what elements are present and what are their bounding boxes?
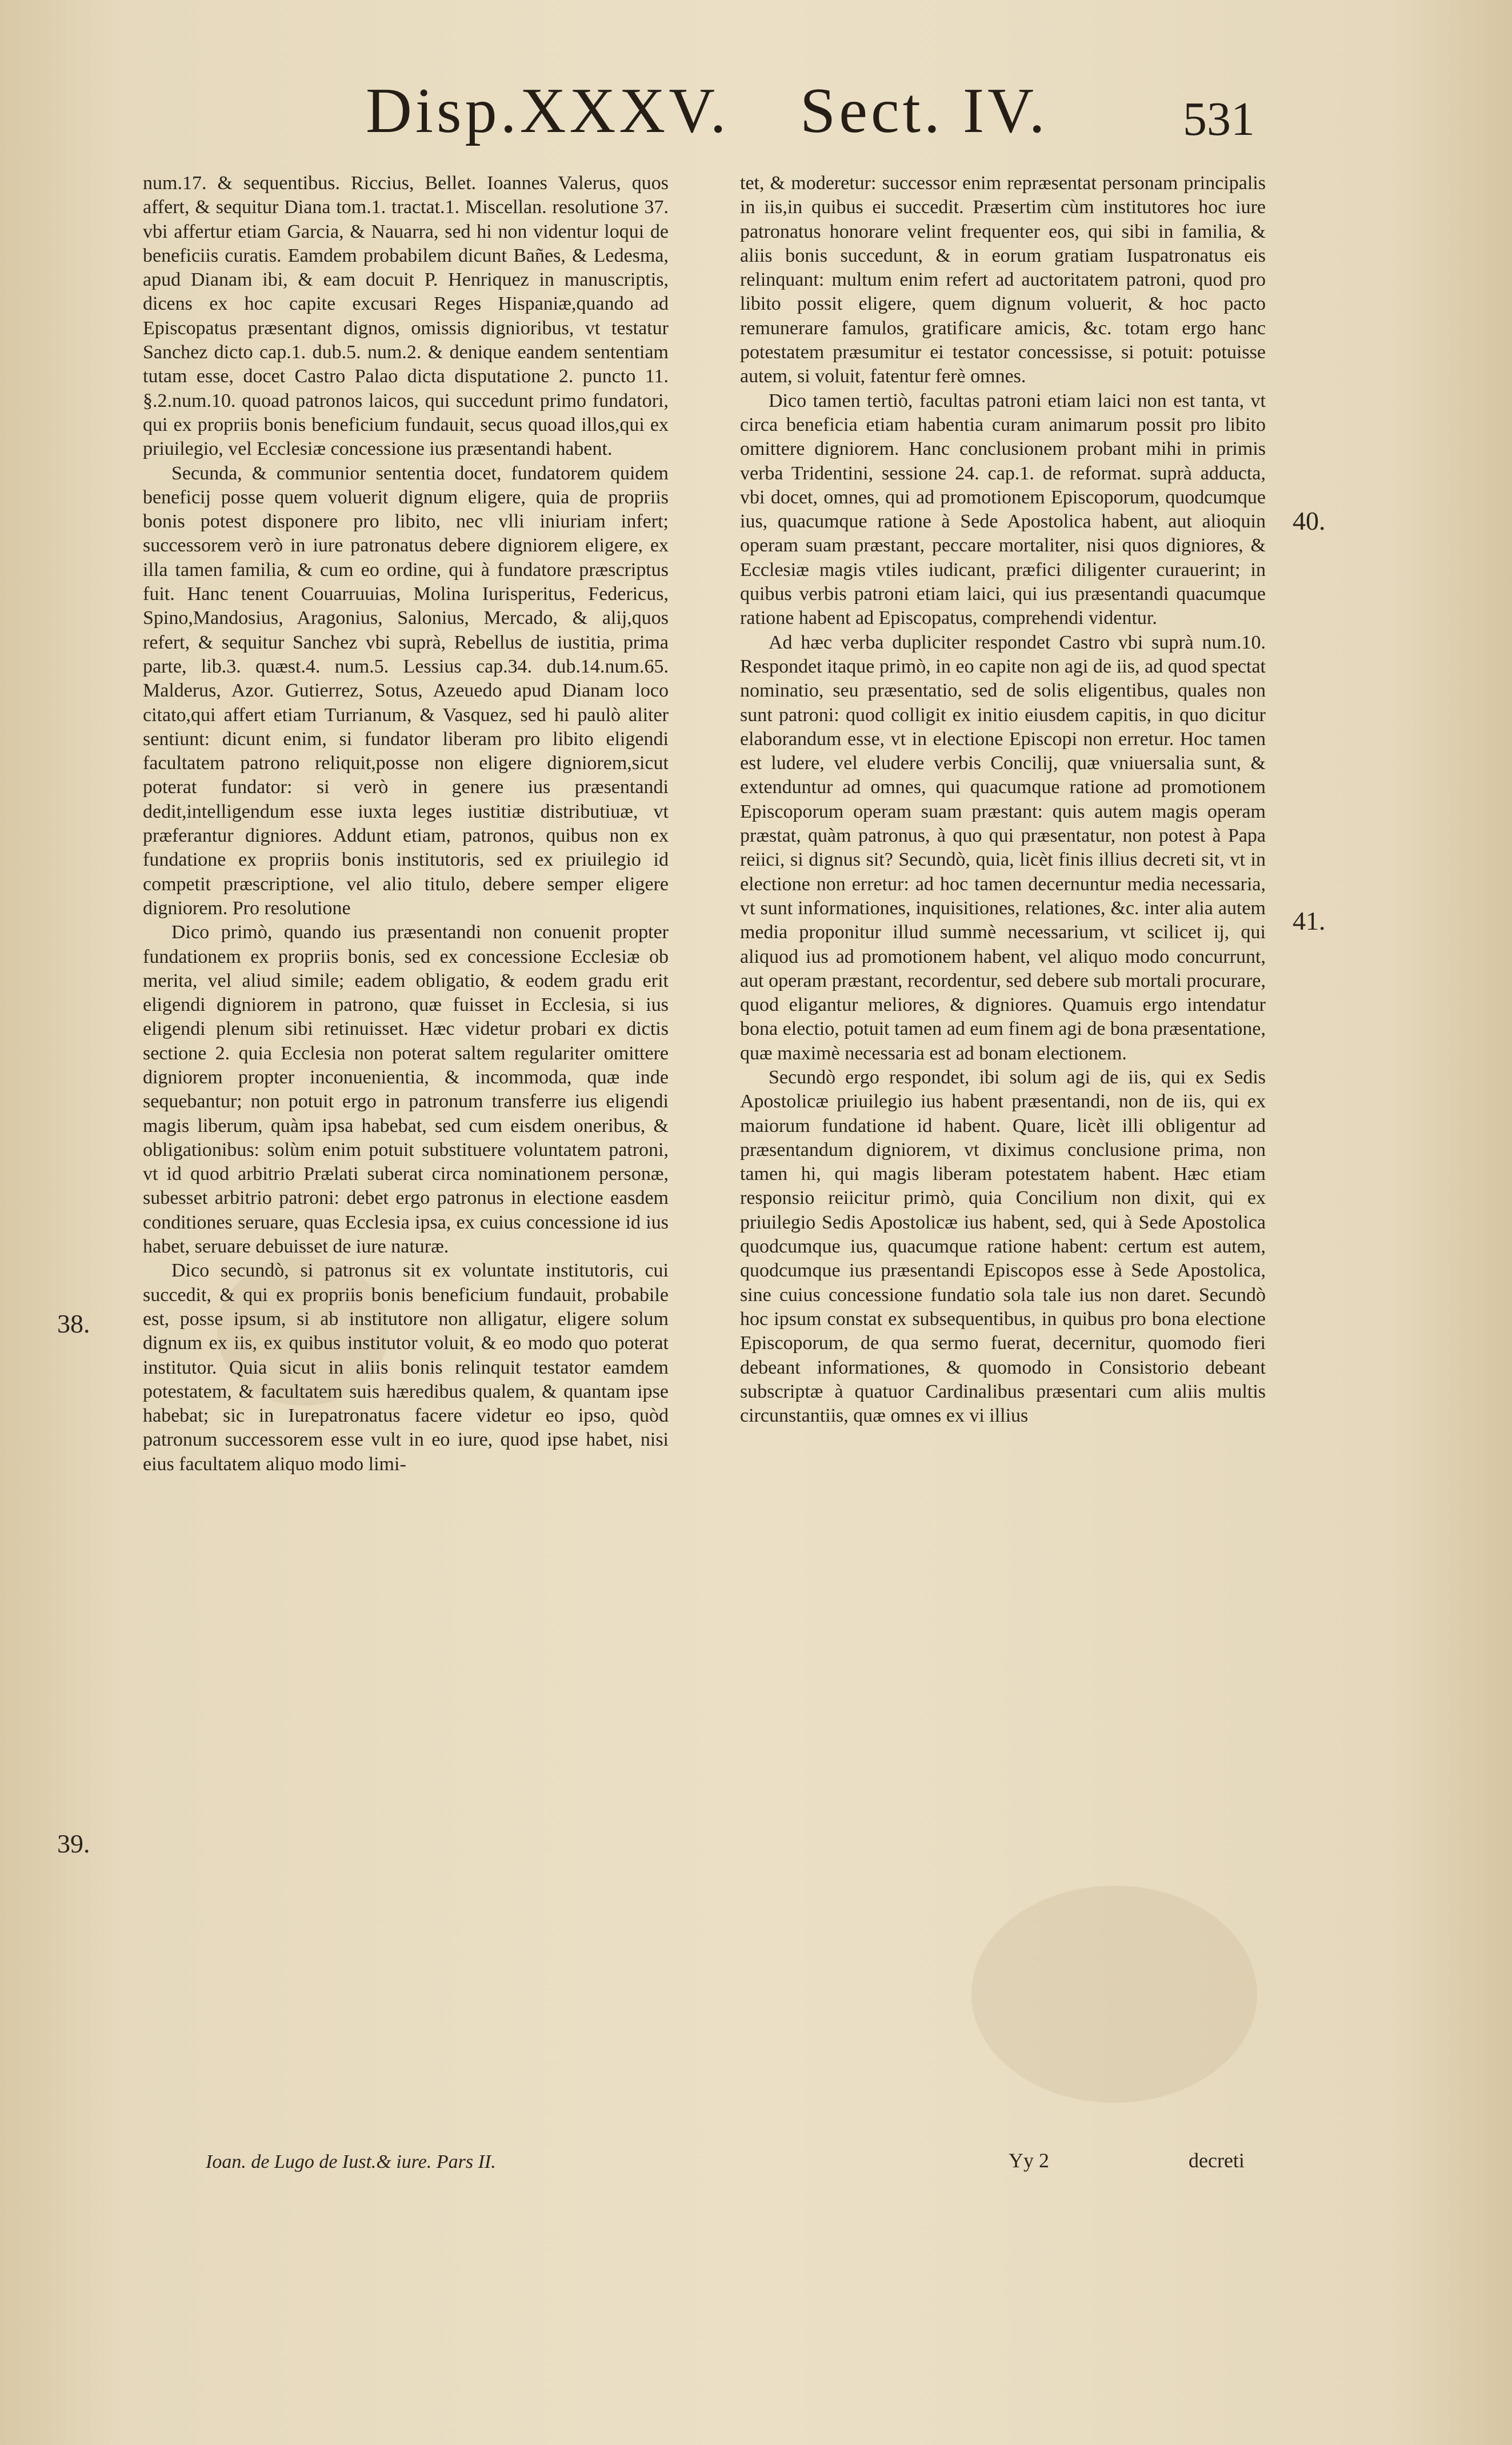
running-footer-title: Ioan. de Lugo de Iust.& iure. Pars II.: [206, 2151, 496, 2172]
margin-number-40: 40.: [1293, 506, 1326, 535]
margin-number-39: 39.: [57, 1829, 90, 1858]
catchword: decreti: [1189, 2149, 1245, 2172]
margin-number-41: 41.: [1293, 906, 1326, 935]
paragraph: tet, & moderetur: successor enim repræsentat personam principalis in iis,in quibus ei succedit. Præsertim cùm institutores hoc iure patronatus honorare velint frequenter eos, qui sibi in familia, & aliis bonis succedunt, & in eorum gratiam Iuspatronatus eis relinquant: multum enim refert ad auctoritatem patroni, quod pro libito possit eligere, quem dignum voluerit, & hoc pacto remunerare famulos, gratificare amicis, &c. totam ergo hanc potestatem præsumitur ei testator concessisse, si potuit: potuisse autem, si voluit, fatentur ferè omnes.: [740, 173, 1266, 387]
running-header: [0, 69, 1512, 154]
signature-mark: Yy 2: [1009, 2149, 1049, 2172]
section-title: Sect. IV.: [800, 75, 1049, 146]
paragraph: Secundò ergo respondet, ibi solum agi de iis, qui ex Sedis Apostolicæ priuilegio ius habent præsentandi, non de iis, qui ex maiorum fundatione id habent. Quare, licèt illi obligentur ad præsentandum digniorem, vt diximus conclusione prima, non tamen hi, qui magis liberam potestatem habent. Hæc etiam responsio reiicitur primò, quia Concilium non dixit, qui ex priuilegio Sedis Apostolicæ ius habent, sed, qui à Sede Apostolica quodcumque ius, quacumque ratione habent: certum est autem, quodcumque ius præsentandi Episcopos esse à Sede Apostolica, sine cuius concessione fundatio sola tale ius non daret. Secundò hoc ipsum constat ex subsequentibus, in quibus pro bona electione Episcoporum, de qua sermo fuerat, decernitur, quomodo fieri debeant informationes, & quomodo in Consistorio debeant subscriptæ à quatuor Cardinalibus præsentari cum aliis multis circunstantiis, quæ omnes ex vi illius: [740, 1066, 1266, 1427]
paragraph: Ad hæc verba dupliciter respondet Castro vbi suprà num.10. Respondet itaque primò, in eo capite non agi de iis, ad quod spectat nominatio, seu præsentatio, sed de solis eligentibus, quales non sunt patroni: quod colligit ex initio eiusdem capitis, in quo dicitur elaborandum esse, vt in electione Episcopi non erretur. Hoc tamen est ludere, vel eludere verbis Concilij, quæ vniuersalia sunt, & extenduntur ad omnes, qui quacumque ratione ad promotionem Episcoporum operam suam præstant: quis autem magis operam præstat, quàm patronus, à quo qui præsentatur, non potest à Papa reiici, si dignus sit? Secundò, quia, licèt finis illius decreti sit, vt in electione non erretur: ad hoc tamen decernuntur media necessaria, vt sunt informationes, inquisitiones, relationes, &c. inter alia autem media proponitur illud summè necessarium, vt scilicet ij, qui aliquod ius ad promotionem habent, vel aliquo modo concurrunt, aut operam præstant, recordentur, sed debere sub mortali procurare, quod eligantur meliores, & digniores. Quamuis ergo intendatur bona electio, potuit tamen ad eum finem agi de bona præsentatione, quæ maximè necessaria est ad bonam electionem.: [740, 631, 1266, 1064]
disputation-title: Disp.XXXV.: [366, 75, 730, 146]
left-column: [143, 171, 669, 1476]
page-number: 531: [1183, 93, 1255, 146]
paragraph: num.17. & sequentibus. Riccius, Bellet. Ioannes Valerus, quos affert, & sequitur Diana tom.1. tractat.1. Miscellan. resolutione 37. vbi affertur etiam Garcia, & Nauarra, sed hi non videntur loqui de beneficiis curatis. Eamdem probabilem dicunt Bañes, & Ledesma, apud Dianam ibi, & eam docuit P. Henriquez in manuscriptis, dicens ex hoc capite excusari Reges Hispaniæ,quando ad Episcopatus præsentant dignos, omissis dignioribus, vt testatur Sanchez dicto cap.1. dub.5. num.2. & denique eandem sententiam tutam esse, docet Castro Palao dicta disputatione 2. puncto 11. §.2.num.10. quoad patronos laicos, qui succedunt primo fundatori, qui ex propriis bonis beneficium fundauit, secus quoad illos,qui ex priuilegio, vel Ecclesiæ concessione ius præsentandi habent.: [143, 173, 669, 460]
margin-number-38: 38.: [57, 1309, 90, 1338]
paragraph: Dico tamen tertiò, facultas patroni etiam laici non est tanta, vt circa beneficia etiam habentia curam animarum possit pro libito omittere digniorem. Hanc conclusionem probant mihi in primis verba Tridentini, sessione 24. cap.1. de reformat. suprà adducta, vbi docet, omnes, qui ad promotionem Episcoporum, quodcumque ius, quacumque ratione à Sede Apostolica habent, aut alioquin operam suam præstant, peccare mortaliter, nisi quos digniores, & Ecclesiæ magis vtiles iudicant, præfici diligenter curauerint; in quibus verbis patroni etiam laici, qui ius præsentandi quacumque ratione habent ad Episcopatus, comprehendi videntur.: [740, 390, 1266, 629]
right-column: [740, 171, 1266, 1428]
paragraph: Dico primò, quando ius præsentandi non conuenit propter fundationem ex propriis bonis, sed ex concessione Ecclesiæ ob merita, vel aliud simile; eadem obligatio, & eodem gradu erit eligendi digniorem in patrono, quæ fuisset in Ecclesia, si ius eligendi plenum sibi retinuisset. Hæc videtur probari ex dictis sectione 2. quia Ecclesia non poterat saltem regulariter omittere digniorem propter inconuenientia, & incommoda, quæ inde sequebantur; non potuit ergo in patronum transferre ius eligendi magis liberum, quàm ipsa habebat, sed cum eisdem oneribus, & obligationibus: solùm enim potuit substituere voluntatem patroni, vt id quod arbitrio Prælati suberat circa nominationem personæ, subesset arbitrio patroni: debet ergo patronus in electione easdem conditiones seruare, quas Ecclesia ipsa, ex cuius concessione id ius habet, seruare debuisset de iure naturæ.: [143, 922, 669, 1258]
paper-stain: [971, 1886, 1257, 2103]
paragraph: Secunda, & communior sententia docet, fundatorem quidem beneficij posse quem voluerit dignum eligere, quia de propriis bonis potest disponere pro libito, nec vlli iniuriam infert; successorem verò in iure patronatus debere digniorem eligere, ex illa tamen familia, & cum eo ordine, qui à fundatore præscriptus fuit. Hanc tenent Couarruuias, Molina Iurisperitus, Federicus, Spino,Mandosius, Aragonius, Salonius, Mercado, & alij,quos refert, & sequitur Sanchez vbi suprà, Rebellus de iustitia, prima parte, lib.3. quæst.4. num.5. Lessius cap.34. dub.14.num.65. Malderus, Azor. Gutierrez, Sotus, Azeuedo apud Dianam loco citato,qui affert etiam Turrianum, & Vasquez, sed hi paulò aliter sentiunt: dicunt enim, si fundator liberam pro libito eligendi facultatem patrono reliquit,posse non eligere digniorem,sicut poterat fundator: si verò in genere ius præsentandi dedit,intelligendum esse iuxta leges iustitiæ distributiuæ, vt præferantur digniores. Addunt etiam, patronos, quibus non ex fundatione ex propriis bonis institutoris, sed ex priuilegio id competit præscriptione, vel alio titulo, debere semper eligere digniorem. Pro resolutione: [143, 462, 669, 919]
paragraph: Dico secundò, si patronus sit ex voluntate institutoris, cui succedit, & qui ex propriis bonis beneficium fundauit, probabile est, posse ipsum, si ab institutore non alligatur, eligere solum dignum ex iis, ex quibus institutor voluit, & eo modo quo poterat institutor. Quia sicut in aliis bonis relinquit testator eamdem potestatem, & facultatem suis hæredibus qualem, & quantam ipse habebat; sic in Iurepatronatus facere videtur eo ipso, quòd patronum successorem esse vult in eo iure, quod ipse habet, nisi eius facultatem aliquo modo limi-: [143, 1260, 669, 1475]
